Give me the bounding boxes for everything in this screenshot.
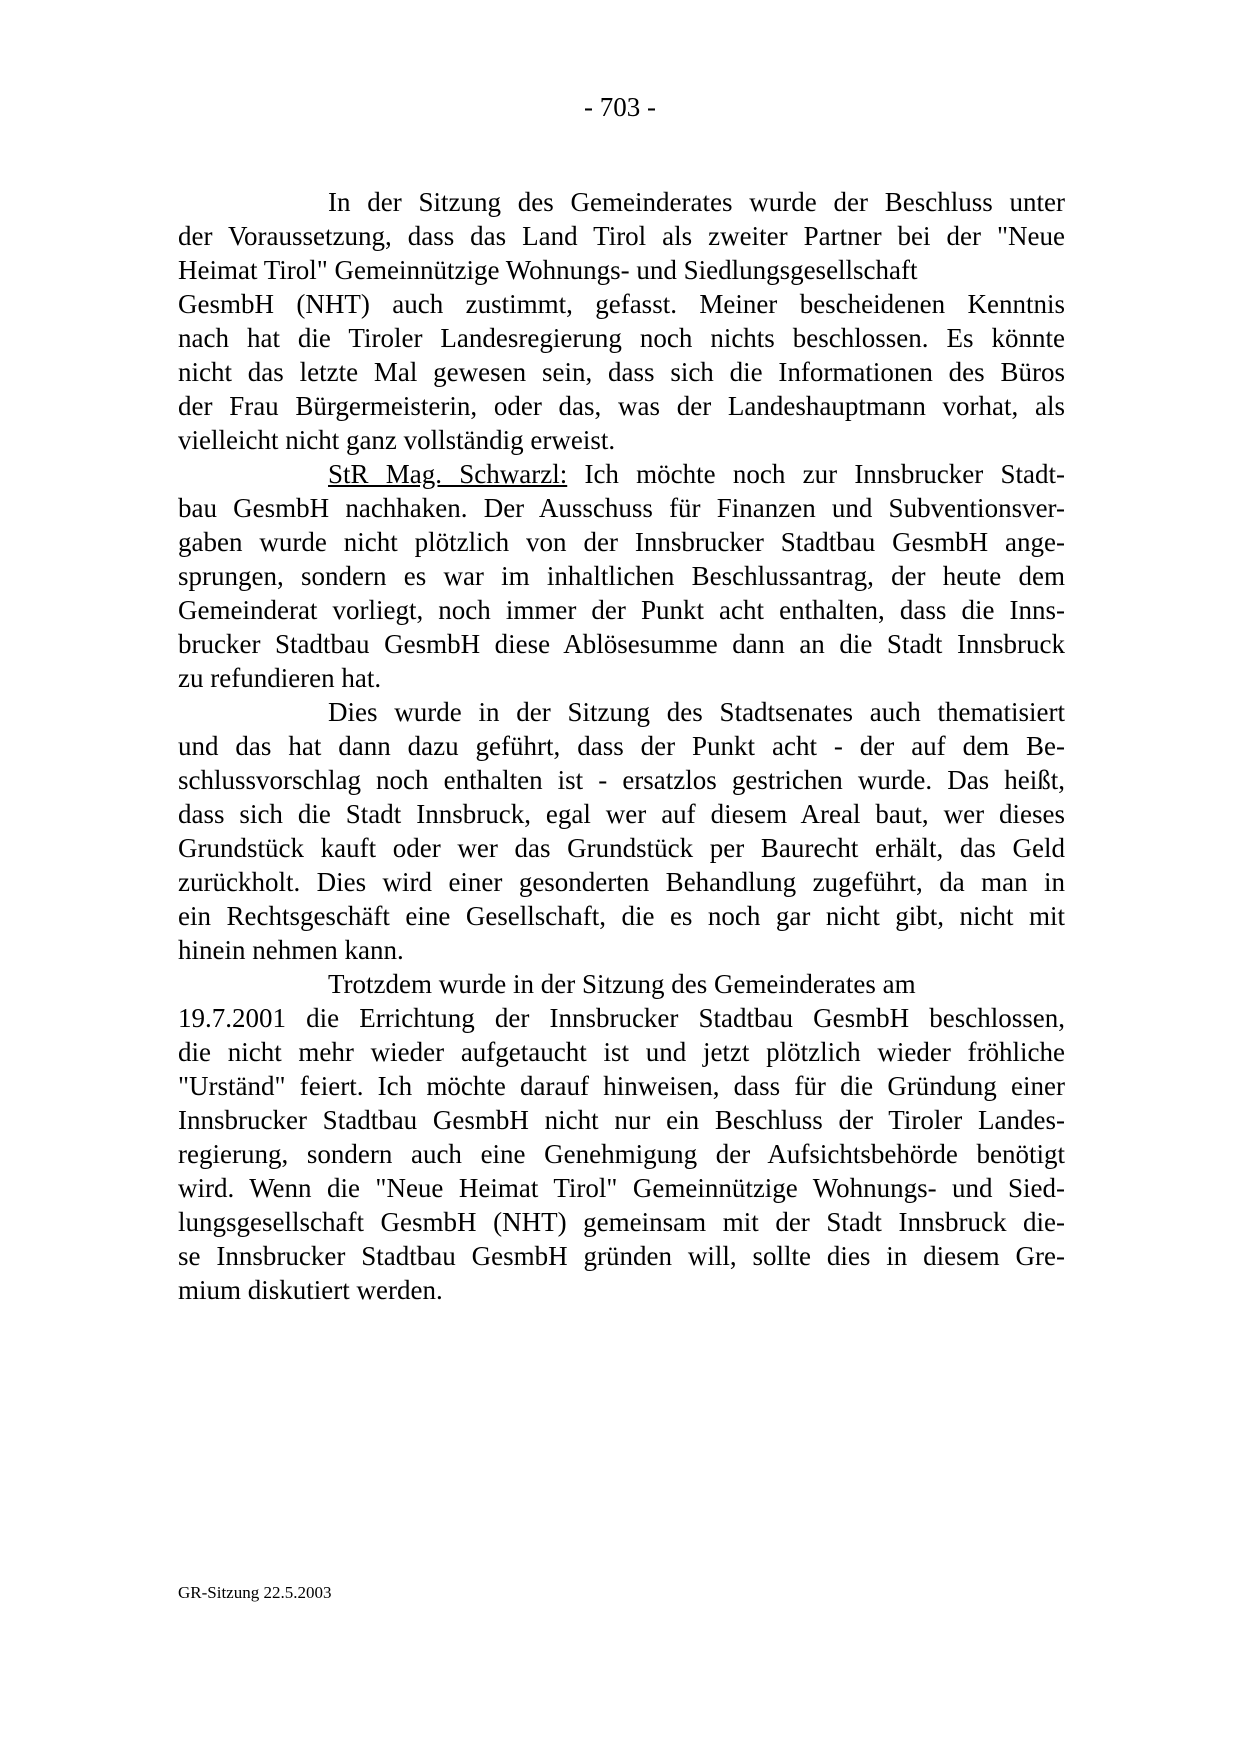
speaker-name: StR Mag. Schwarzl: (328, 459, 568, 489)
text-line: GesmbH (NHT) auch zustimmt, gefasst. Meiner bescheidenen Kenntnis (178, 289, 1065, 319)
text-line: zu refundieren hat. (178, 663, 382, 693)
text-line: brucker Stadtbau GesmbH diese Ablösesumme dann an die Stadt Innsbruck (178, 629, 1065, 659)
text-line: dass sich die Stadt Innsbruck, egal wer auf diesem Areal baut, wer dieses (178, 799, 1065, 829)
text-line: ein Rechtsgeschäft eine Gesellschaft, die es noch gar nicht gibt, nicht mit (178, 901, 1065, 931)
text-line: der Voraussetzung, dass das Land Tirol als zweiter Partner bei der "Neue (178, 221, 1065, 251)
text-line: und das hat dann dazu geführt, dass der Punkt acht - der auf dem Be- (178, 731, 1065, 761)
text-line: schlussvorschlag noch enthalten ist - ersatzlos gestrichen wurde. Das heißt, (178, 765, 1065, 795)
text-line: "Urständ" feiert. Ich möchte darauf hinweisen, dass für die Gründung einer (178, 1071, 1065, 1101)
footer-session-date: GR-Sitzung 22.5.2003 (178, 1583, 332, 1602)
text-line: nicht das letzte Mal gewesen sein, dass sich die Informationen des Büros (178, 357, 1065, 387)
text-line: regierung, sondern auch eine Genehmigung der Aufsichtsbehörde benötigt (178, 1139, 1065, 1169)
text-line: lungsgesellschaft GesmbH (NHT) gemeinsam mit der Stadt Innsbruck die- (178, 1207, 1065, 1237)
text-line: die nicht mehr wieder aufgetaucht ist und jetzt plötzlich wieder fröhliche (178, 1037, 1065, 1067)
text-line: vielleicht nicht ganz vollständig erweist. (178, 425, 616, 455)
text-line: gaben wurde nicht plötzlich von der Innsbrucker Stadtbau GesmbH ange- (178, 527, 1065, 557)
text-line: se Innsbrucker Stadtbau GesmbH gründen will, sollte dies in diesem Gre- (178, 1241, 1065, 1271)
text-line: wird. Wenn die "Neue Heimat Tirol" Gemeinnützige Wohnungs- und Sied- (178, 1173, 1065, 1203)
text-line: der Frau Bürgermeisterin, oder das, was der Landeshauptmann vorhat, als (178, 391, 1065, 421)
text-line: nach hat die Tiroler Landesregierung noch nichts beschlossen. Es könnte (178, 323, 1065, 353)
text-line: Heimat Tirol" Gemeinnützige Wohnungs- und Siedlungsgesellschaft (178, 255, 918, 285)
text-line: StR Mag. Schwarzl: Ich möchte noch zur Innsbrucker Stadt- (328, 459, 1065, 489)
text-line: Gemeinderat vorliegt, noch immer der Punkt acht enthalten, dass die Inns- (178, 595, 1065, 625)
text-line: Dies wurde in der Sitzung des Stadtsenates auch thematisiert (328, 697, 1065, 727)
text-line: bau GesmbH nachhaken. Der Ausschuss für Finanzen und Subventionsver- (178, 493, 1065, 523)
page-number: - 703 - (584, 92, 656, 122)
text-line: zurückholt. Dies wird einer gesonderten Behandlung zugeführt, da man in (178, 867, 1065, 897)
text-line: mium diskutiert werden. (178, 1275, 443, 1305)
text-line: sprungen, sondern es war im inhaltlichen Beschlussantrag, der heute dem (178, 561, 1065, 591)
text-line: 19.7.2001 die Errichtung der Innsbrucker Stadtbau GesmbH beschlossen, (178, 1003, 1065, 1033)
text-line: Innsbrucker Stadtbau GesmbH nicht nur ein Beschluss der Tiroler Landes- (178, 1105, 1065, 1135)
text-line: Grundstück kauft oder wer das Grundstück per Baurecht erhält, das Geld (178, 833, 1065, 863)
text-line: Trotzdem wurde in der Sitzung des Gemeinderates am (328, 969, 916, 999)
text-line: In der Sitzung des Gemeinderates wurde der Beschluss unter (328, 187, 1065, 217)
text-line: hinein nehmen kann. (178, 935, 404, 965)
